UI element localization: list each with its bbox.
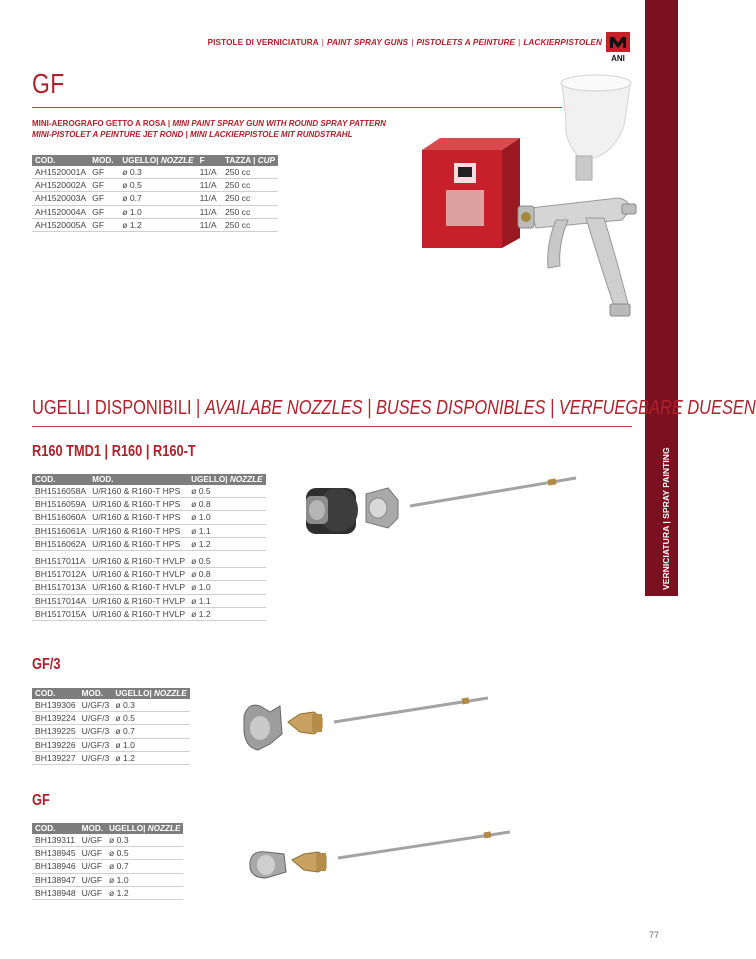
- col-nozzle-en: NOZZLE: [160, 156, 194, 165]
- table-row: [32, 511, 266, 524]
- table-cell: ø 0.5: [119, 179, 196, 192]
- table-cell: ø 1.2: [188, 537, 265, 550]
- table-cell: 11/A: [197, 179, 222, 192]
- table-row: [32, 498, 266, 511]
- table-cell: U/R160 & R160-T HVLP: [89, 607, 188, 620]
- table-cell: BH138945: [32, 847, 79, 860]
- table-cell: U/GF: [79, 860, 106, 873]
- table-row: [32, 524, 266, 537]
- table-row: [32, 568, 266, 581]
- table-header-row: [32, 823, 183, 834]
- table-cell: BH139226: [32, 738, 79, 751]
- table-row: [32, 607, 266, 620]
- table-cell: GF: [89, 218, 119, 231]
- needle: [334, 697, 488, 722]
- col-nozzle-it: UGELLO|: [122, 156, 159, 165]
- table-row: [32, 834, 183, 847]
- air-cap: [244, 705, 282, 750]
- table-row: [32, 751, 190, 764]
- table-cell: GF: [89, 179, 119, 192]
- gun-body: [518, 198, 636, 316]
- table-cell: GF: [89, 205, 119, 218]
- fluid-tip: [292, 852, 326, 872]
- table-row: [32, 873, 183, 886]
- table-row: [32, 847, 183, 860]
- table-row: [32, 485, 266, 498]
- table-cell: BH138946: [32, 860, 79, 873]
- brand-logo: [603, 31, 633, 63]
- table-cell: BH138948: [32, 886, 79, 899]
- table-cell: U/GF: [79, 834, 106, 847]
- nozzles-title: [32, 397, 756, 420]
- col-mod: MOD.: [89, 155, 119, 166]
- table-row: [32, 699, 190, 712]
- table-cell: ø 1.0: [119, 205, 196, 218]
- header-separator: |: [518, 38, 521, 47]
- gf3-table: [32, 688, 190, 765]
- table-cell: ø 1.0: [112, 738, 189, 751]
- page-number: 77: [649, 930, 660, 940]
- needle: [338, 831, 510, 858]
- col-cod: COD.: [32, 474, 89, 485]
- col-f: F: [197, 155, 222, 166]
- table-cell: ø 1.0: [188, 511, 265, 524]
- table-row: [32, 581, 266, 594]
- table-cell: U/R160 & R160-T HPS: [89, 498, 188, 511]
- table-row: [32, 886, 183, 899]
- col-nozzle: [106, 823, 183, 834]
- col-mod: MOD.: [89, 474, 188, 485]
- table-cell: BH1516058A: [32, 485, 89, 498]
- col-nozzle-en: NOZZLE: [154, 689, 187, 698]
- table-cell: BH1516059A: [32, 498, 89, 511]
- col-cod: COD.: [32, 823, 79, 834]
- table-cell: 11/A: [197, 192, 222, 205]
- nozzles-title-it: UGELLI DISPONIBILI |: [32, 397, 205, 419]
- header-de: LACKIERPISTOLEN: [523, 38, 602, 47]
- table-cell: AH1520003A: [32, 192, 89, 205]
- table-cell: ø 1.2: [112, 751, 189, 764]
- header-fr: PISTOLETS A PEINTURE: [416, 38, 516, 47]
- product-table: [32, 155, 278, 232]
- table-cell: 250 cc: [222, 218, 278, 231]
- table-cell: 250 cc: [222, 166, 278, 179]
- page-header: [208, 38, 602, 47]
- table-header-row: [32, 474, 266, 485]
- gf3-title: GF/3: [32, 656, 61, 673]
- col-nozzle: [188, 474, 265, 485]
- table-cell: ø 0.8: [188, 498, 265, 511]
- col-mod: MOD.: [79, 688, 113, 699]
- table-cell: U/R160 & R160-T HPS: [89, 524, 188, 537]
- product-title: GF: [32, 68, 65, 99]
- table-cell: BH139227: [32, 751, 79, 764]
- table-cell: ø 1.1: [188, 524, 265, 537]
- table-cell: U/GF: [79, 847, 106, 860]
- r160-table: [32, 474, 266, 621]
- table-cell: 250 cc: [222, 179, 278, 192]
- table-cell: U/R160 & R160-T HVLP: [89, 581, 188, 594]
- table-cell: U/R160 & R160-T HPS: [89, 511, 188, 524]
- table-cell: ø 0.7: [106, 860, 183, 873]
- table-cell: ø 1.0: [188, 581, 265, 594]
- table-cell: ø 0.5: [112, 712, 189, 725]
- header-separator: |: [321, 38, 325, 47]
- col-nozzle: [112, 688, 189, 699]
- table-cell: U/GF/3: [79, 725, 113, 738]
- gf-title: GF: [32, 792, 50, 809]
- gf-nozzle-illustration: [244, 822, 516, 892]
- table-cell: 250 cc: [222, 205, 278, 218]
- table-row: [32, 860, 183, 873]
- table-cell: U/GF/3: [79, 738, 113, 751]
- col-nozzle-it: UGELLO|: [109, 824, 146, 833]
- table-cell: ø 0.3: [119, 166, 196, 179]
- gf3-nozzle-illustration: [236, 688, 496, 758]
- table-cell: U/GF: [79, 886, 106, 899]
- table-cell: AH1520001A: [32, 166, 89, 179]
- table-header-row: [32, 155, 278, 166]
- table-cell: BH1516062A: [32, 537, 89, 550]
- table-cell: ø 0.3: [112, 699, 189, 712]
- table-cell: U/GF: [79, 873, 106, 886]
- table-header-row: [32, 688, 190, 699]
- table-row: [32, 179, 278, 192]
- table-cell: 250 cc: [222, 192, 278, 205]
- table-cell: U/R160 & R160-T HVLP: [89, 568, 188, 581]
- desc-line1-it: MINI-AEROGRAFO GETTO A ROSA |: [32, 119, 173, 128]
- nozzles-title-multi: AVAILABE NOZZLES | BUSES DISPONIBLES | VERFUEGBARE DUESEN: [204, 397, 756, 419]
- table-cell: BH1517014A: [32, 594, 89, 607]
- table-cell: BH1517013A: [32, 581, 89, 594]
- table-cell: ø 1.2: [188, 607, 265, 620]
- table-row: [32, 537, 266, 550]
- needle: [410, 478, 576, 506]
- table-cell: AH1520004A: [32, 205, 89, 218]
- table-cell: ø 1.0: [106, 873, 183, 886]
- table-cell: U/GF/3: [79, 712, 113, 725]
- table-cell: 11/A: [197, 205, 222, 218]
- table-cell: U/GF/3: [79, 751, 113, 764]
- logo-lettering: ANI: [611, 54, 625, 63]
- col-nozzle-it: UGELLO|: [115, 689, 152, 698]
- sidebar-label: VERNICIATURA | SPRAY PAINTING: [661, 447, 671, 590]
- air-cap: [306, 488, 358, 534]
- table-row: [32, 166, 278, 179]
- table-cell: BH1516061A: [32, 524, 89, 537]
- fluid-tip: [288, 712, 322, 734]
- paint-cup: [561, 75, 631, 180]
- table-cell: BH139225: [32, 725, 79, 738]
- table-cell: BH1517015A: [32, 607, 89, 620]
- table-row: [32, 594, 266, 607]
- desc-line1-en: MINI PAINT SPRAY GUN WITH ROUND SPRAY PATTERN: [172, 119, 386, 128]
- col-nozzle-it: UGELLO|: [191, 475, 228, 484]
- table-cell: 11/A: [197, 166, 222, 179]
- table-row: [32, 712, 190, 725]
- header-separator: |: [411, 38, 414, 47]
- table-cell: BH1517012A: [32, 568, 89, 581]
- table-cell: GF: [89, 166, 119, 179]
- table-cell: ø 1.2: [106, 886, 183, 899]
- table-cell: BH1517011A: [32, 550, 89, 567]
- product-description: [32, 118, 386, 140]
- table-row: [32, 218, 278, 231]
- table-cell: AH1520005A: [32, 218, 89, 231]
- table-cell: ø 0.7: [112, 725, 189, 738]
- table-row: [32, 550, 266, 567]
- r160-nozzle-illustration: [300, 470, 582, 540]
- table-cell: U/R160 & R160-T HVLP: [89, 594, 188, 607]
- table-cell: ø 0.5: [188, 550, 265, 567]
- header-en: PAINT SPRAY GUNS: [327, 38, 409, 47]
- product-box: [422, 138, 520, 248]
- table-cell: U/R160 & R160-T HPS: [89, 537, 188, 550]
- col-nozzle-en: NOZZLE: [229, 475, 263, 484]
- table-row: [32, 192, 278, 205]
- col-cup: [222, 155, 278, 166]
- table-cell: BH139306: [32, 699, 79, 712]
- table-cell: ø 0.3: [106, 834, 183, 847]
- col-cup-en: CUP: [257, 156, 275, 165]
- desc-line2: MINI-PISTOLET A PEINTURE JET ROND | MINI LACKIERPISTOLE MIT RUNDSTRAHL: [32, 130, 353, 139]
- gf-table: [32, 823, 183, 900]
- table-cell: U/R160 & R160-T HVLP: [89, 550, 188, 567]
- fluid-tip: [366, 488, 398, 528]
- table-cell: BH139311: [32, 834, 79, 847]
- nozzles-title-rule: [32, 426, 632, 427]
- spray-gun-illustration: [418, 68, 640, 330]
- air-cap: [250, 852, 286, 878]
- col-cod: COD.: [32, 688, 79, 699]
- table-row: [32, 738, 190, 751]
- header-it: PISTOLE DI VERNICIATURA: [207, 38, 319, 47]
- table-cell: BH138947: [32, 873, 79, 886]
- table-cell: ø 1.2: [119, 218, 196, 231]
- table-cell: 11/A: [197, 218, 222, 231]
- table-cell: U/R160 & R160-T HPS: [89, 485, 188, 498]
- col-cod: COD.: [32, 155, 89, 166]
- col-nozzle: [119, 155, 196, 166]
- table-cell: ø 0.5: [188, 485, 265, 498]
- table-row: [32, 205, 278, 218]
- col-cup-it: TAZZA |: [224, 156, 256, 165]
- table-cell: ø 1.1: [188, 594, 265, 607]
- table-cell: BH139224: [32, 712, 79, 725]
- table-row: [32, 725, 190, 738]
- col-mod: MOD.: [79, 823, 106, 834]
- col-nozzle-en: NOZZLE: [147, 824, 181, 833]
- table-cell: U/GF/3: [79, 699, 113, 712]
- r160-title: R160 TMD1 | R160 | R160-T: [32, 443, 196, 460]
- table-cell: ø 0.7: [119, 192, 196, 205]
- table-cell: ø 0.5: [106, 847, 183, 860]
- table-cell: GF: [89, 192, 119, 205]
- table-cell: ø 0.8: [188, 568, 265, 581]
- table-cell: AH1520002A: [32, 179, 89, 192]
- table-cell: BH1516060A: [32, 511, 89, 524]
